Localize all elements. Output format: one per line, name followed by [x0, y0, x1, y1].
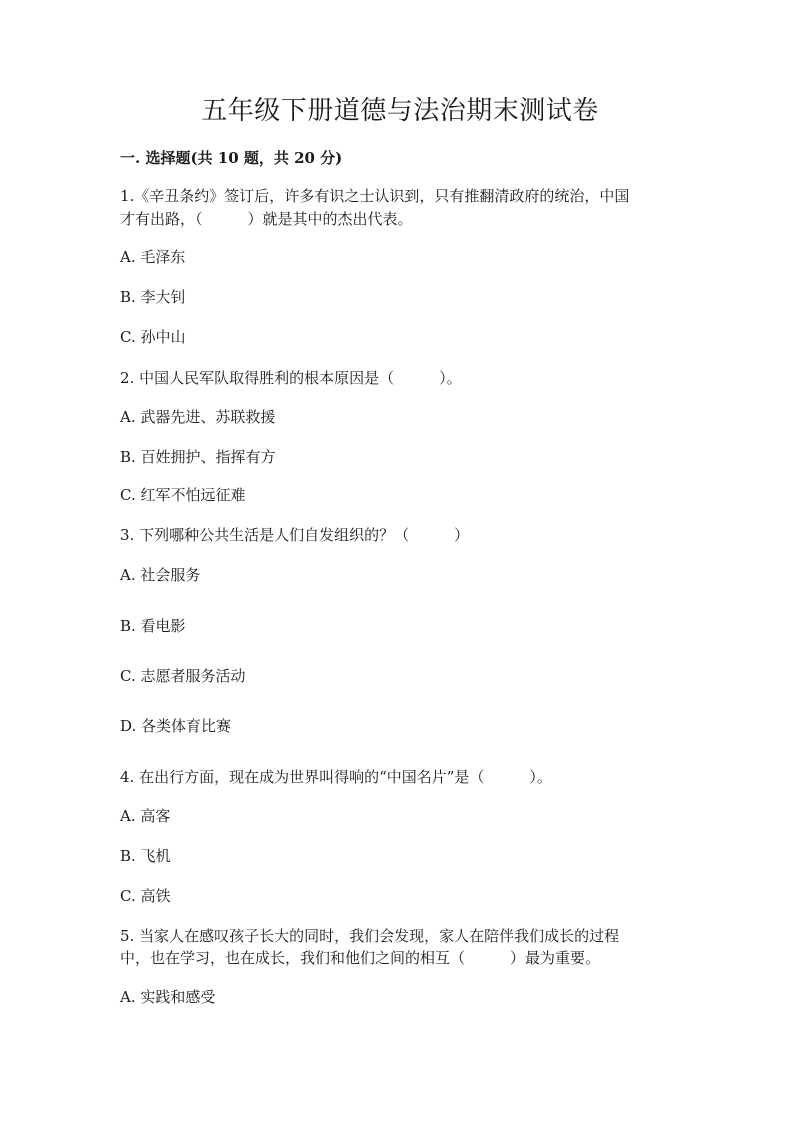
question-3-option-d: D. 各类体育比赛: [120, 717, 232, 735]
question-2-option-c: C. 红军不怕远征难: [120, 486, 246, 504]
question-5-line-1: 5. 当家人在感叹孩子长大的同时，我们会发现，家人在陪伴我们成长的过程: [120, 927, 620, 945]
question-3-option-a: A. 社会服务: [120, 566, 201, 584]
question-1-line-1: 1.《辛丑条约》签订后，许多有识之士认识到，只有推翻清政府的统治，中国: [120, 187, 630, 205]
question-2-stem: 2. 中国人民军队取得胜利的根本原因是（ ）。: [120, 369, 462, 387]
question-5-line-2: 中，也在学习，也在成长，我们和他们之间的相互（ ）最为重要。: [120, 949, 601, 967]
question-2-option-b: B. 百姓拥护、指挥有方: [120, 448, 276, 466]
question-1-option-a: A. 毛泽东: [120, 248, 186, 266]
question-3-stem: 3. 下列哪种公共生活是人们自发组织的？（ ）: [120, 526, 470, 544]
question-4-option-c: C. 高铁: [120, 887, 171, 905]
question-4-option-a: A. 高客: [120, 807, 171, 825]
question-1-option-c: C. 孙中山: [120, 328, 186, 346]
question-3-option-c: C. 志愿者服务活动: [120, 667, 246, 685]
question-3-option-b: B. 看电影: [120, 617, 186, 635]
question-1-line-2: 才有出路，（ ）就是其中的杰出代表。: [120, 210, 413, 228]
question-1-option-b: B. 李大钊: [120, 288, 186, 306]
question-4-option-b: B. 飞机: [120, 847, 171, 865]
question-4-stem: 4. 在出行方面，现在成为世界叫得响的“中国名片”是（ ）。: [120, 768, 552, 786]
question-2-option-a: A. 武器先进、苏联救援: [120, 408, 276, 426]
question-5-option-a: A. 实践和感受: [120, 988, 216, 1006]
section-heading: 一. 选择题(共 10 题，共 20 分): [120, 149, 343, 167]
page-title: 五年级下册道德与法治期末测试卷: [201, 96, 599, 126]
